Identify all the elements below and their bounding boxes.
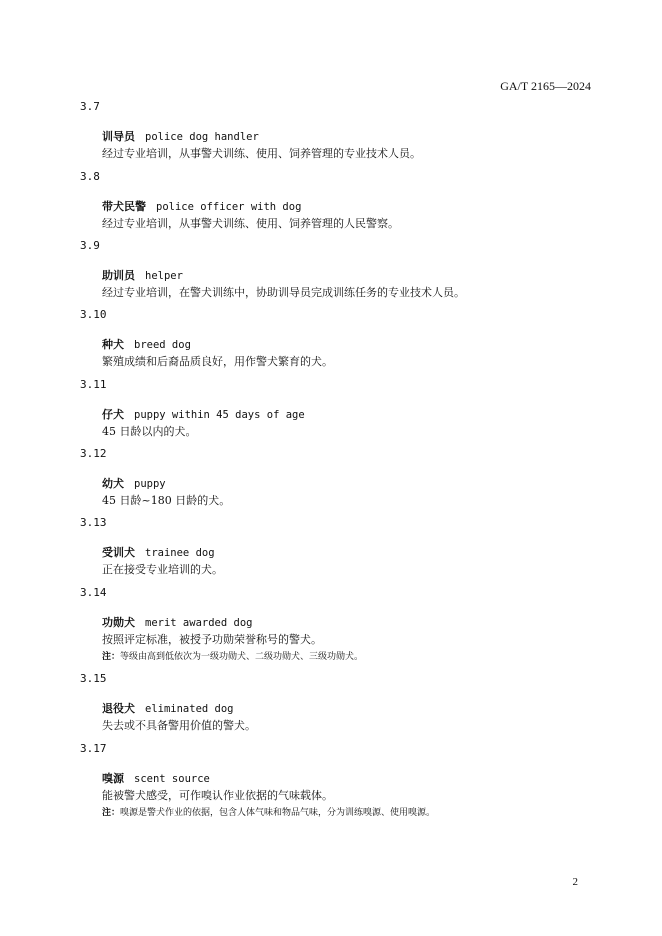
term-chinese: 训导员: [102, 130, 135, 143]
term-entry: [80, 672, 600, 735]
clause-number: 3.10: [80, 308, 107, 321]
term-english: puppy: [134, 478, 166, 490]
clause-number: 3.9: [80, 239, 100, 252]
term-entry: [80, 742, 600, 821]
standard-code: GA/T 2165—2024: [500, 79, 591, 93]
clause-number: 3.13: [80, 516, 107, 529]
term-chinese: 仔犬: [102, 408, 124, 421]
term-english: breed dog: [134, 339, 191, 351]
note-label: 注：: [102, 808, 121, 818]
term-chinese: 嗅源: [102, 772, 124, 785]
clause-number: 3.17: [80, 742, 107, 755]
term-heading: [102, 614, 600, 631]
note-label: 注：: [102, 652, 121, 662]
term-note: [102, 649, 600, 665]
term-definition: 正在接受专业培训的犬。: [102, 563, 223, 576]
term-english: helper: [145, 270, 183, 282]
note-text: 嗅源是警犬作业的依据，包含人体气味和物品气味，分为训练嗅源、使用嗅源。: [120, 808, 436, 818]
term-definition: 繁殖成绩和后裔品质良好，用作警犬繁育的犬。: [102, 355, 333, 368]
term-entry: [80, 100, 600, 163]
clause-number: 3.15: [80, 672, 107, 685]
term-definition: 按照评定标准，被授予功勋荣誉称号的警犬。: [102, 633, 322, 646]
term-heading: [102, 198, 600, 215]
term-english: trainee dog: [145, 547, 215, 559]
term-definition: 经过专业培训，在警犬训练中，协助训导员完成训练任务的专业技术人员。: [102, 286, 465, 299]
term-heading: [102, 267, 600, 284]
term-note: [102, 805, 600, 821]
term-heading: [102, 475, 600, 492]
term-heading: [102, 770, 600, 787]
term-heading: [102, 544, 600, 561]
term-entry: [80, 586, 600, 665]
term-english: puppy within 45 days of age: [134, 409, 305, 421]
clause-number: 3.12: [80, 447, 107, 460]
term-english: police officer with dog: [156, 201, 302, 213]
term-chinese: 功勋犬: [102, 616, 135, 629]
term-definition: 失去或不具备警用价值的警犬。: [102, 719, 256, 732]
clause-number: 3.8: [80, 170, 100, 183]
term-heading: [102, 406, 600, 423]
term-heading: [102, 700, 600, 717]
term-english: police dog handler: [145, 131, 259, 143]
term-entry: [80, 239, 600, 302]
term-definition: 经过专业培训，从事警犬训练、使用、饲养管理的专业技术人员。: [102, 147, 421, 160]
term-definition: 能被警犬感受，可作嗅认作业依据的气味载体。: [102, 789, 333, 802]
term-heading: [102, 336, 600, 353]
term-chinese: 种犬: [102, 338, 124, 351]
term-english: merit awarded dog: [145, 617, 253, 629]
clause-number: 3.14: [80, 586, 107, 599]
term-chinese: 幼犬: [102, 477, 124, 490]
term-definition: 经过专业培训，从事警犬训练、使用、饲养管理的人民警察。: [102, 217, 399, 230]
clause-number: 3.7: [80, 100, 100, 113]
clause-number: 3.11: [80, 378, 107, 391]
term-chinese: 受训犬: [102, 546, 135, 559]
term-chinese: 助训员: [102, 269, 135, 282]
term-entry: [80, 447, 600, 510]
term-entry: [80, 308, 600, 371]
term-entry: [80, 378, 600, 441]
term-definition: 45 日龄~180 日龄的犬。: [102, 494, 231, 507]
note-text: 等级由高到低依次为一级功勋犬、二级功勋犬、三级功勋犬。: [120, 652, 364, 662]
term-english: scent source: [134, 773, 210, 785]
term-chinese: 带犬民警: [102, 200, 146, 213]
term-chinese: 退役犬: [102, 702, 135, 715]
term-entry: [80, 516, 600, 579]
term-heading: [102, 128, 600, 145]
term-definition: 45 日龄以内的犬。: [102, 425, 197, 438]
term-entry: [80, 170, 600, 233]
term-english: eliminated dog: [145, 703, 234, 715]
page-number: 2: [572, 876, 578, 888]
